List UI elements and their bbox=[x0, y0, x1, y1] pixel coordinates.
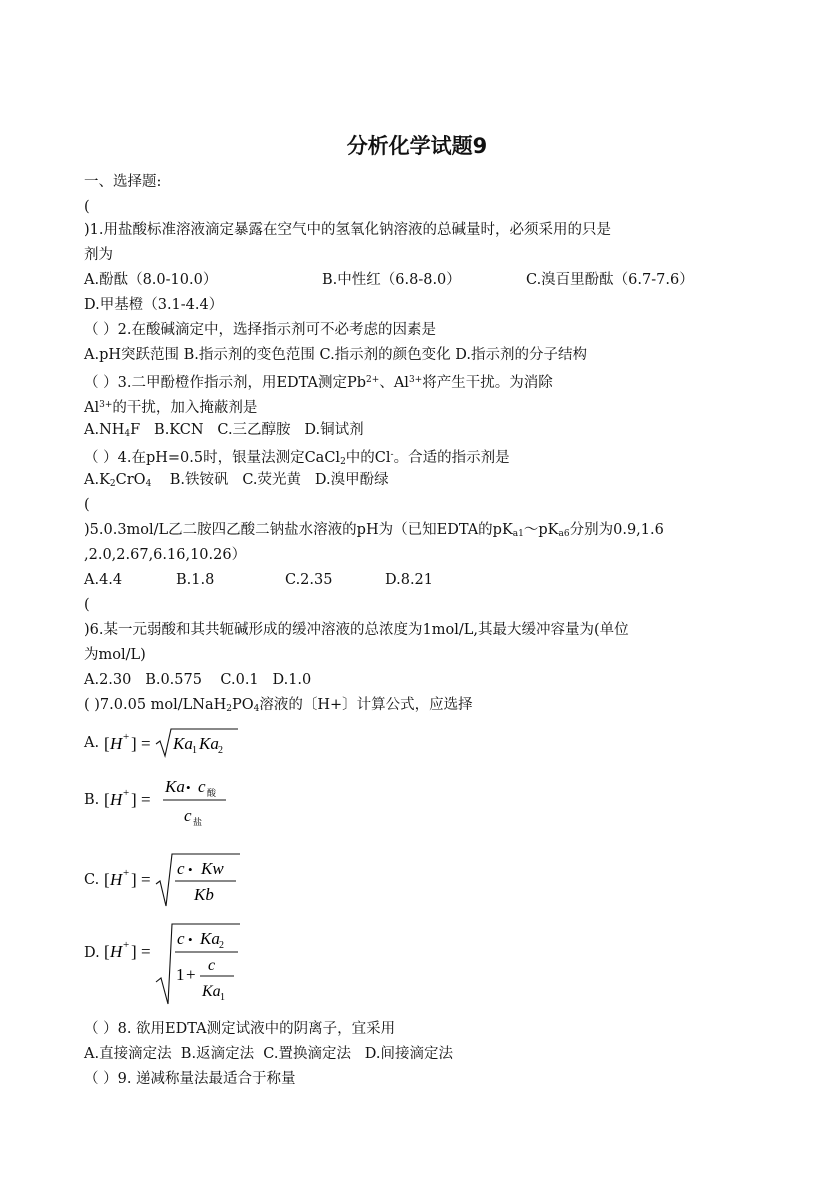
q6-options: A.2.30 B.0.575 C.0.1 D.1.0 bbox=[84, 672, 312, 688]
page-title: 分析化学试题9 bbox=[346, 134, 488, 158]
formula-b-h: H bbox=[110, 790, 123, 809]
formula-d-ka1: Ka bbox=[202, 983, 221, 1000]
section-heading: 一、选择题: bbox=[84, 174, 162, 190]
formula-b-dot: • bbox=[186, 780, 191, 795]
q5-option-b: B.1.8 bbox=[176, 572, 215, 588]
formula-b-salt-sub: 盐 bbox=[193, 818, 203, 828]
formula-d-ka1-sub: 1 bbox=[220, 992, 225, 1003]
formula-a-h: H bbox=[110, 734, 123, 753]
formula-b-lbracket: [ bbox=[104, 790, 110, 809]
q5-option-d: D.8.21 bbox=[385, 572, 434, 588]
q8-options: A.直接滴定法 B.返滴定法 C.置换滴定法 D.间接滴定法 bbox=[84, 1046, 454, 1062]
q5-paren: ( bbox=[84, 497, 90, 513]
q4-options: $A.K_2CrO_4$ B.铁铵矾 C.荧光黄 D.溴甲酚绿 bbox=[84, 472, 389, 489]
q3-stem-cont: $Al^{3+}$的干扰，加入掩蔽剂是 bbox=[84, 400, 258, 416]
formula-c-equals: = bbox=[141, 870, 151, 889]
q1-stem-cont: 剂为 bbox=[84, 247, 113, 263]
formula-d-sqrt bbox=[156, 924, 240, 1004]
q9-stem: （ ）9. 递减称量法最适合于称量 bbox=[84, 1071, 296, 1087]
formula-d-ka2: Ka bbox=[200, 929, 220, 948]
formula-d-inner-c: c bbox=[208, 957, 216, 974]
q5-option-a: A.4.4 bbox=[84, 572, 123, 588]
q1-option-b: B.中性红（6.8-8.0） bbox=[322, 272, 461, 288]
formula-c-c: c bbox=[177, 859, 185, 878]
formula-c-lbracket: [ bbox=[104, 870, 110, 889]
formula-c-dot: • bbox=[188, 862, 193, 877]
q7-formula-c bbox=[100, 850, 250, 910]
q3-options: $A.NH_4F$ B.KCN C.三乙醇胺 D.铜试剂 bbox=[84, 422, 364, 439]
formula-c-kb: Kb bbox=[194, 885, 214, 904]
q7-option-d-label: D. bbox=[84, 945, 100, 961]
formula-a-plus: + bbox=[123, 731, 130, 743]
formula-a-ka2: Ka bbox=[199, 734, 219, 753]
q7-formula-b bbox=[100, 772, 250, 832]
q5-stem: )5.0.3mol/L乙二胺四乙酸二钠盐水溶液的pH为（已知EDTA的$pK_{a1}\sim pK_{a6}$分别为0.9,1.6 bbox=[84, 522, 664, 539]
formula-d-dot: • bbox=[188, 932, 193, 947]
formula-d-c: c bbox=[177, 929, 185, 948]
formula-a-rbracket: ] bbox=[131, 734, 137, 753]
q7-option-b-label: B. bbox=[84, 792, 100, 808]
formula-b-c-acid: c bbox=[198, 777, 206, 796]
formula-b-c-salt: c bbox=[184, 806, 192, 825]
q8-stem: （ ）8. 欲用EDTA测定试液中的阴离子，宜采用 bbox=[84, 1021, 396, 1037]
q4-stem: （ ）4.在pH=0.5时，银量法测定CaCl$_2$中的Cl-。合适的指示剂是 bbox=[84, 450, 510, 467]
formula-a-sqrt bbox=[156, 729, 238, 756]
q3-stem: （ ）3.二甲酚橙作指示剂，用EDTA测定$Pb^{2+}$、$Al^{3+}$将产生干扰。为消除 bbox=[84, 375, 553, 391]
q2-options: A.pH突跃范围 B.指示剂的变色范围 C.指示剂的颜色变化 D.指示剂的分子结构 bbox=[84, 347, 588, 363]
q2-stem: （ ）2.在酸碱滴定中，选择指示剂可不必考虑的因素是 bbox=[84, 322, 436, 338]
formula-c-rbracket: ] bbox=[131, 870, 137, 889]
q7-option-a-label: A. bbox=[84, 735, 100, 751]
formula-d-plus: + bbox=[123, 939, 130, 951]
q5-stem-cont: ,2.0,2.67,6.16,10.26） bbox=[84, 547, 247, 563]
formula-d-one: 1 bbox=[176, 965, 185, 984]
q1-stem: )1.用盐酸标准溶液滴定暴露在空气中的氢氧化钠溶液的总碱量时，必须采用的只是 bbox=[84, 222, 611, 238]
formula-d-equals: = bbox=[141, 942, 151, 961]
q7-option-c-label: C. bbox=[84, 872, 100, 888]
formula-a-sub2: 2 bbox=[218, 745, 223, 756]
formula-d-rbracket: ] bbox=[131, 942, 137, 961]
formula-a-equals: = bbox=[141, 734, 151, 753]
formula-d-plus-sign: + bbox=[186, 965, 196, 984]
formula-a-ka1: Ka bbox=[173, 734, 193, 753]
q7-formula-d bbox=[100, 920, 260, 1010]
q7-stem: ( )7.0.05 mol/$LNaH_2PO_4$溶液的〔H+〕计算公式，应选择 bbox=[84, 697, 473, 714]
formula-c-h: H bbox=[110, 870, 123, 889]
q7-formula-a bbox=[100, 724, 250, 760]
q1-option-d: D.甲基橙（3.1-4.4） bbox=[84, 297, 224, 313]
q6-paren: ( bbox=[84, 597, 90, 613]
q1-option-c: C.溴百里酚酞（6.7-7.6） bbox=[526, 272, 694, 288]
formula-b-ka: Ka bbox=[165, 777, 185, 796]
formula-b-acid-sub: 酸 bbox=[207, 789, 217, 799]
formula-a-sub1: 1 bbox=[192, 745, 197, 756]
formula-b-rbracket: ] bbox=[131, 790, 137, 809]
formula-c-plus: + bbox=[123, 867, 130, 879]
q6-stem-cont: 为mol/L) bbox=[84, 647, 146, 663]
formula-c-kw: Kw bbox=[201, 859, 224, 878]
formula-d-lbracket: [ bbox=[104, 942, 110, 961]
formula-a-lbracket: [ bbox=[104, 734, 110, 753]
q5-option-c: C.2.35 bbox=[285, 572, 333, 588]
q1-option-a: A.酚酞（8.0-10.0） bbox=[84, 272, 218, 288]
q6-stem: )6.某一元弱酸和其共轭碱形成的缓冲溶液的总浓度为1mol/L,其最大缓冲容量为(单位 bbox=[84, 622, 629, 638]
formula-b-equals: = bbox=[141, 790, 151, 809]
formula-d-h: H bbox=[110, 942, 123, 961]
formula-d-ka2-sub: 2 bbox=[219, 940, 224, 951]
q1-paren: ( bbox=[84, 199, 90, 215]
formula-b-plus: + bbox=[123, 787, 130, 799]
